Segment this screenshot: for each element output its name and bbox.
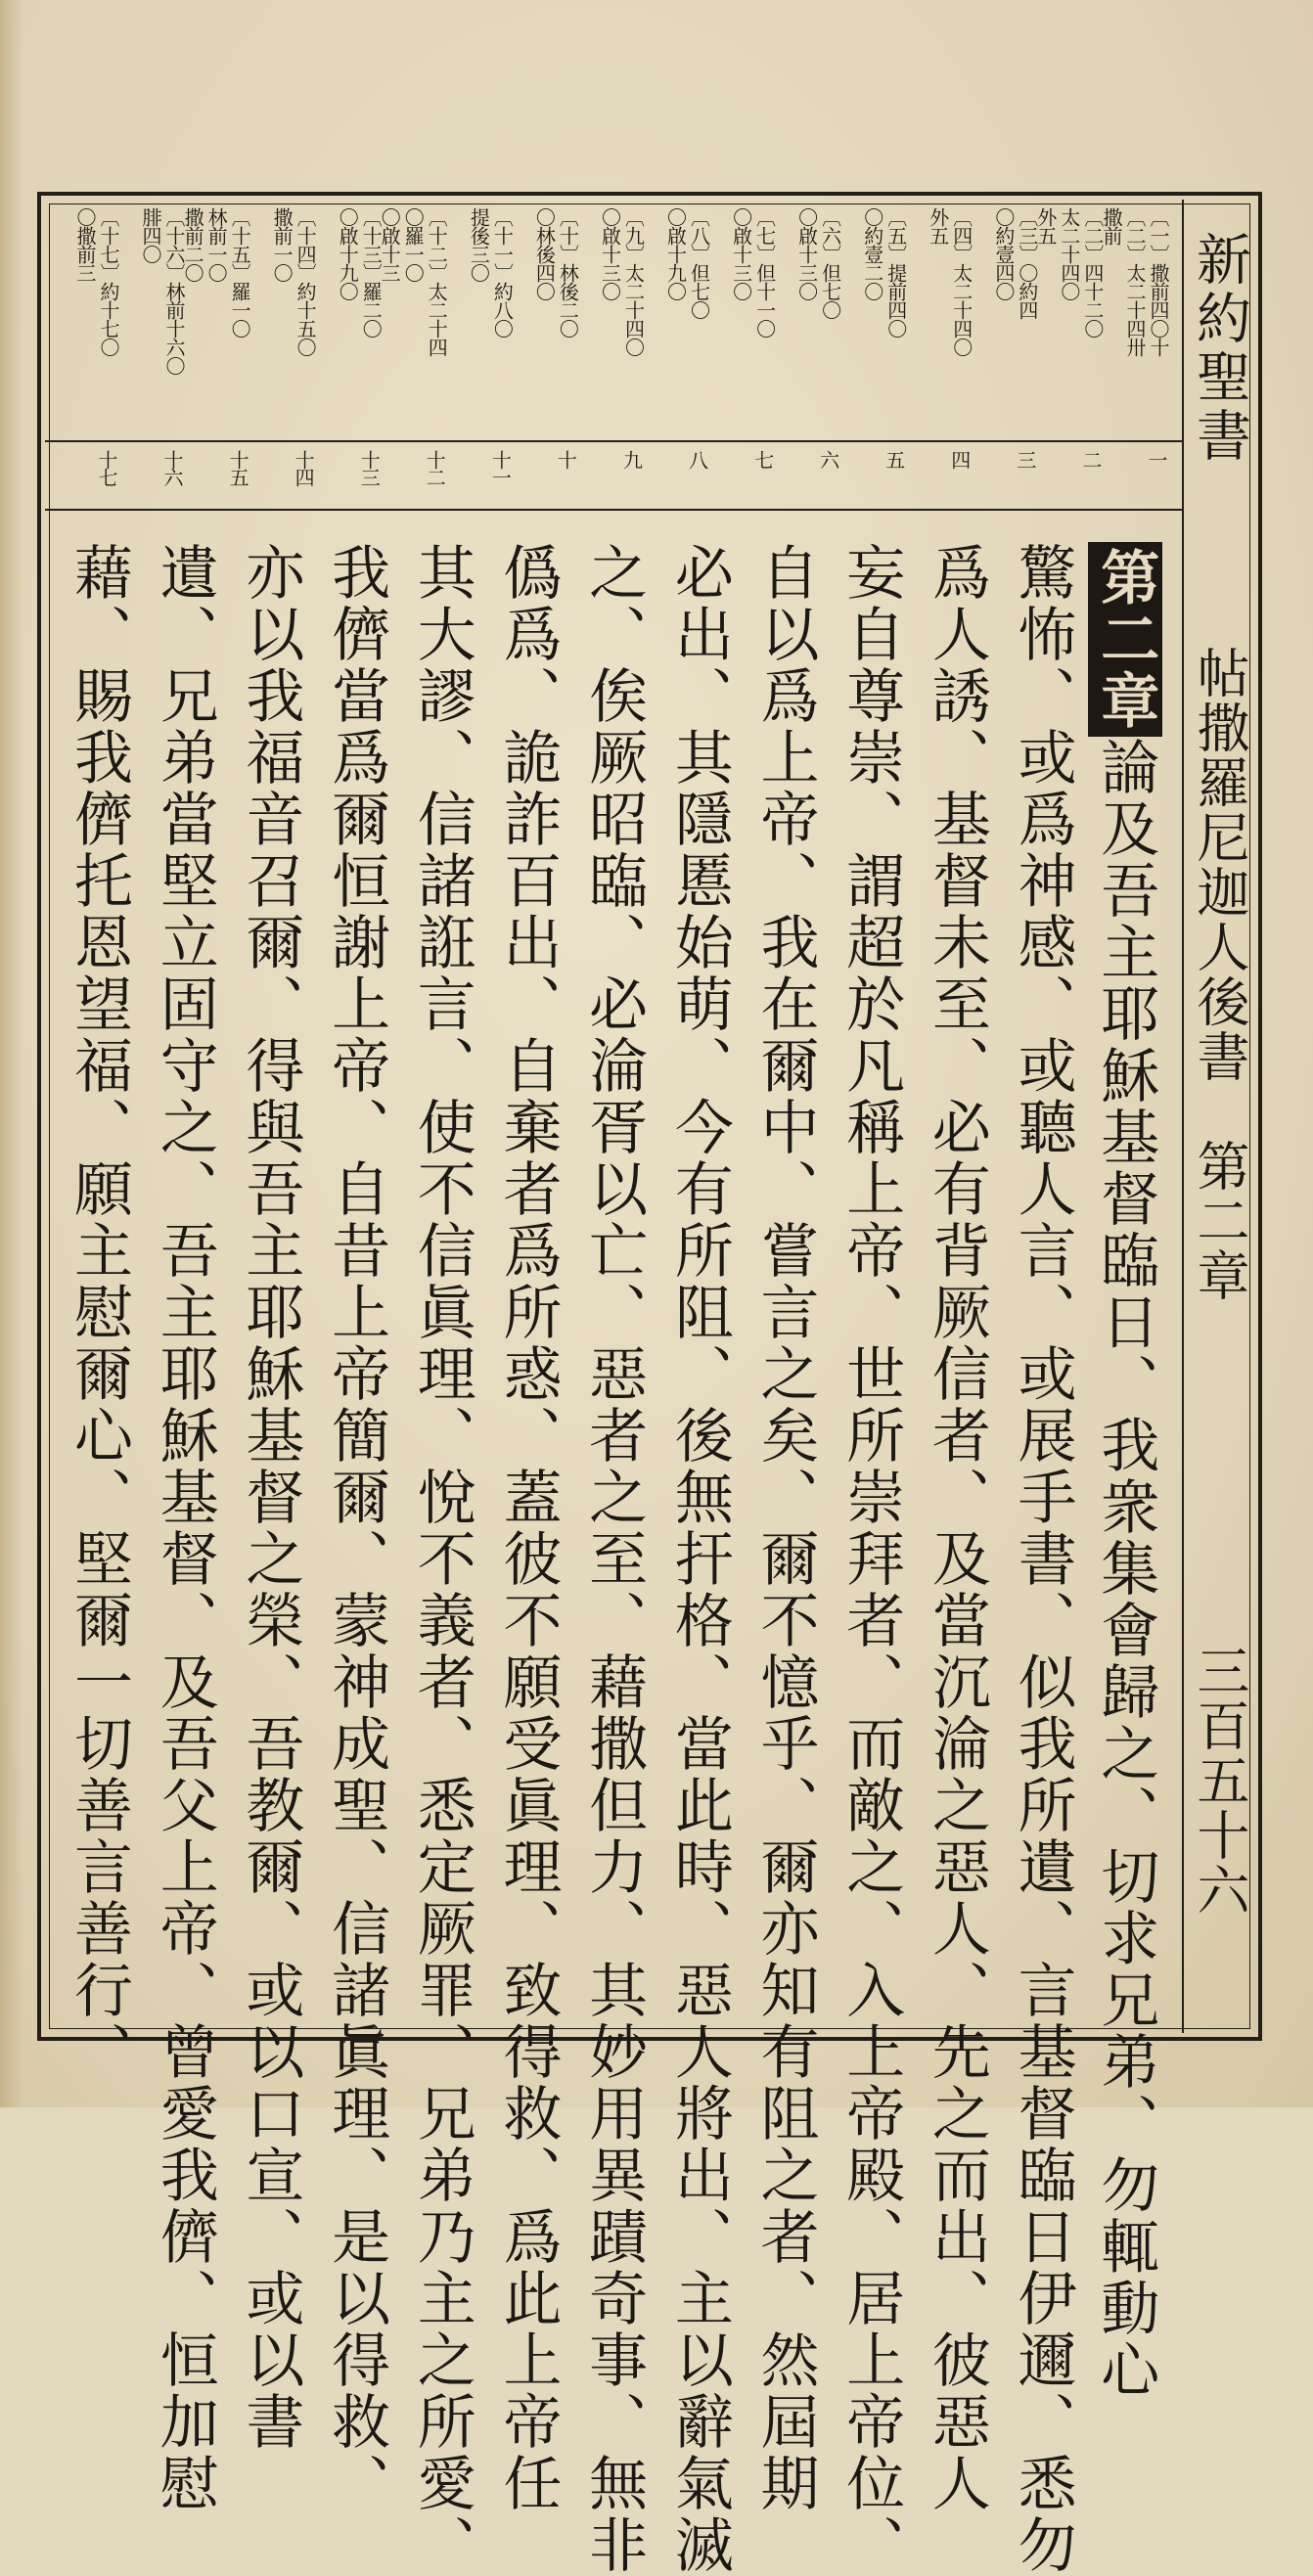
cross-reference-line: 〔九〕太二十四〇: [621, 207, 646, 356]
cross-reference-column: [261, 207, 316, 434]
book-title: 新約聖書: [1188, 231, 1251, 466]
verse-number: 三: [1013, 450, 1037, 468]
text-column-content: 自以爲上帝、我在爾中、嘗言之矣、爾不憶乎、爾亦知有阻之者、然屆期: [750, 542, 820, 2514]
cross-reference-line: 撒前二〇: [181, 207, 205, 282]
text-column: [1008, 542, 1077, 2576]
reference-band-bottom-rule: [45, 509, 1182, 511]
cross-reference-line: 〔十二〕太二十四: [425, 207, 449, 356]
verse-number: 五: [882, 450, 906, 468]
cross-reference-line: 撒前一〇: [270, 207, 294, 282]
cross-reference-line: 〇啟十三〇: [729, 207, 753, 300]
cross-reference-column: [65, 207, 119, 434]
cross-reference-line: 〔四〕太二十四〇: [949, 207, 973, 356]
verse-number: 七: [750, 450, 775, 468]
cross-reference-column: [378, 207, 449, 434]
text-column-content: 藉、賜我儕托恩望福、願主慰爾心、堅爾一切善言善行、: [65, 542, 133, 2083]
cross-reference-line: 〇啟十三〇: [598, 207, 622, 300]
text-column-content: 必出、其隱慝始萌、今有所阻、後無扞格、當此時、惡人將出、主以辭氣滅: [664, 542, 734, 2576]
cross-reference-line: 〔六〕但七〇: [818, 207, 842, 319]
text-column-content: 之、俟厥昭臨、必淪胥以亡、惡者之至、藉撒但力、其妙用異蹟奇事、無非: [579, 542, 649, 2576]
cross-reference-column: [327, 207, 382, 434]
cross-reference-line: 〇林後四〇: [532, 207, 557, 300]
cross-reference-line: 〔十一〕約八〇: [490, 207, 515, 338]
cross-reference-column: [918, 207, 973, 434]
text-column-content: 妄自尊崇、謂超於凡稱上帝、世所崇拜者、而敵之、入上帝殿、居上帝位、: [837, 542, 906, 2576]
cross-reference-line: 〇啟十九〇: [663, 207, 688, 300]
cross-reference-column: [523, 207, 578, 434]
cross-reference-column: [787, 207, 841, 434]
text-column: [407, 542, 476, 2576]
text-column-content: 爲人誘、基督未至、必有背厥信者、及當沉淪之惡人、先之而出、彼惡人: [922, 542, 991, 2514]
cross-reference-column: [721, 207, 776, 434]
text-column: [837, 542, 906, 2576]
cross-reference-line: 〔八〕但七〇: [687, 207, 711, 319]
cross-reference-line: 〇啟十三: [378, 207, 402, 282]
text-column: [1091, 542, 1162, 2401]
cross-reference-column: [852, 207, 907, 434]
cross-reference-line: 〇約壹四〇: [991, 207, 1016, 300]
text-column: [493, 542, 563, 2514]
cross-reference-line: 〇約壹二〇: [860, 207, 884, 300]
cross-reference-line: 林前一〇: [204, 207, 229, 282]
text-column: [150, 542, 219, 2514]
cross-reference-line: 〔十五〕羅一〇: [228, 207, 252, 338]
cross-reference-line: 外五: [926, 207, 950, 245]
cross-reference-column: [1099, 207, 1170, 434]
text-column-content: 遺、兄弟當堅立固守之、吾主耶穌基督、及吾父上帝、曾愛我儕、恒加慰: [150, 542, 219, 2514]
text-column: [579, 542, 649, 2576]
cross-reference-line: 〔十〕林後二〇: [556, 207, 580, 338]
verse-number: 八: [685, 450, 709, 468]
text-column-content: 我儕當爲爾恒謝上帝、自昔上帝簡爾、蒙神成聖、信諸眞理、是以得救、: [322, 542, 391, 2514]
text-column: [750, 542, 820, 2514]
text-column-content: 亦以我福音召爾、得與吾主耶穌基督之榮、吾教爾、或以口宣、或以書: [236, 542, 305, 2453]
text-column-content: 其大謬、信諸誑言、使不信眞理、悅不義者、悉定厥罪、兄弟乃主之所愛、: [407, 542, 476, 2576]
cross-reference-line: 〔十六〕林前十六〇: [162, 207, 187, 375]
cross-reference-column: [589, 207, 644, 434]
text-column: [664, 542, 734, 2576]
verse-number-strip: [59, 448, 1174, 503]
running-title: 帖撒羅尼迦人後書 第二章: [1189, 646, 1250, 1303]
cross-reference-column: [130, 207, 185, 434]
verse-number: 十三: [357, 450, 382, 485]
text-column-content: 論及吾主耶穌基督臨日、我衆集會歸之、切求兄弟、勿輒動心: [1091, 737, 1160, 2401]
cross-reference-line: 〔一〕撒前四〇十: [1146, 207, 1170, 356]
cross-reference-column: [181, 207, 252, 434]
cross-reference-column: [1033, 207, 1105, 434]
verse-number: 十五: [226, 450, 250, 485]
main-text-area: [59, 520, 1174, 2576]
cross-reference-line: 〔十七〕約十七〇: [97, 207, 120, 356]
cross-reference-line: 〔七〕但十一〇: [752, 207, 777, 338]
verse-number: 十七: [95, 450, 118, 485]
verse-number: 十六: [160, 450, 185, 485]
cross-reference-line: 〇啟十九〇: [336, 207, 360, 300]
cross-reference-line: 〔十三〕羅二〇: [359, 207, 384, 338]
verse-number: 九: [619, 450, 644, 468]
verse-number: 十二: [423, 450, 447, 485]
cross-reference-line: 太二十四〇: [1057, 207, 1081, 300]
cross-reference-column: [656, 207, 710, 434]
verse-number: 二: [1078, 450, 1103, 468]
verse-number: 四: [947, 450, 972, 468]
cross-reference-line: 〇撒前三: [73, 207, 97, 282]
text-column: [236, 542, 305, 2453]
text-column-content: 驚怖、或爲神感、或聽人言、或展手書、似我所遺、言基督臨日伊邇、悉勿: [1008, 542, 1077, 2576]
text-column: [922, 542, 991, 2514]
page-edge-shadow: [0, 0, 23, 2107]
cross-reference-line: 〇羅一〇: [401, 207, 426, 282]
page-number: 三百五十六: [1189, 1644, 1250, 1918]
reference-band-top-rule: [45, 440, 1182, 442]
cross-reference-line: 外五: [1033, 207, 1058, 245]
text-column: [322, 542, 391, 2514]
cross-reference-line: 撒前: [1099, 207, 1123, 245]
cross-reference-line: 〔五〕提前四〇: [883, 207, 908, 338]
chapter-label: 第二章: [1088, 542, 1162, 737]
verse-number: 一: [1144, 450, 1168, 468]
cross-reference-line: 〔二〕四十二〇: [1080, 207, 1105, 338]
cross-reference-area: [59, 207, 1174, 434]
text-column-content: 僞爲、詭詐百出、自棄者爲所惑、蓋彼不願受眞理、致得救、爲此上帝任: [493, 542, 563, 2514]
cross-reference-column: [458, 207, 513, 434]
cross-reference-line: 〔二〕太二十四卅: [1122, 207, 1147, 356]
cross-reference-line: 腓四〇: [139, 207, 163, 263]
verse-number: 十一: [488, 450, 513, 485]
verse-number: 十四: [292, 450, 316, 485]
cross-reference-line: 提後三〇: [467, 207, 491, 282]
text-column: [65, 542, 133, 2083]
cross-reference-line: 〇啟十三〇: [794, 207, 819, 300]
verse-number: 六: [816, 450, 840, 468]
verse-number: 十: [554, 450, 578, 468]
cross-reference-line: 〔三〕〇約四: [1015, 207, 1039, 319]
cross-reference-column: [983, 207, 1038, 434]
cross-reference-line: 〔十四〕約十五〇: [294, 207, 318, 356]
